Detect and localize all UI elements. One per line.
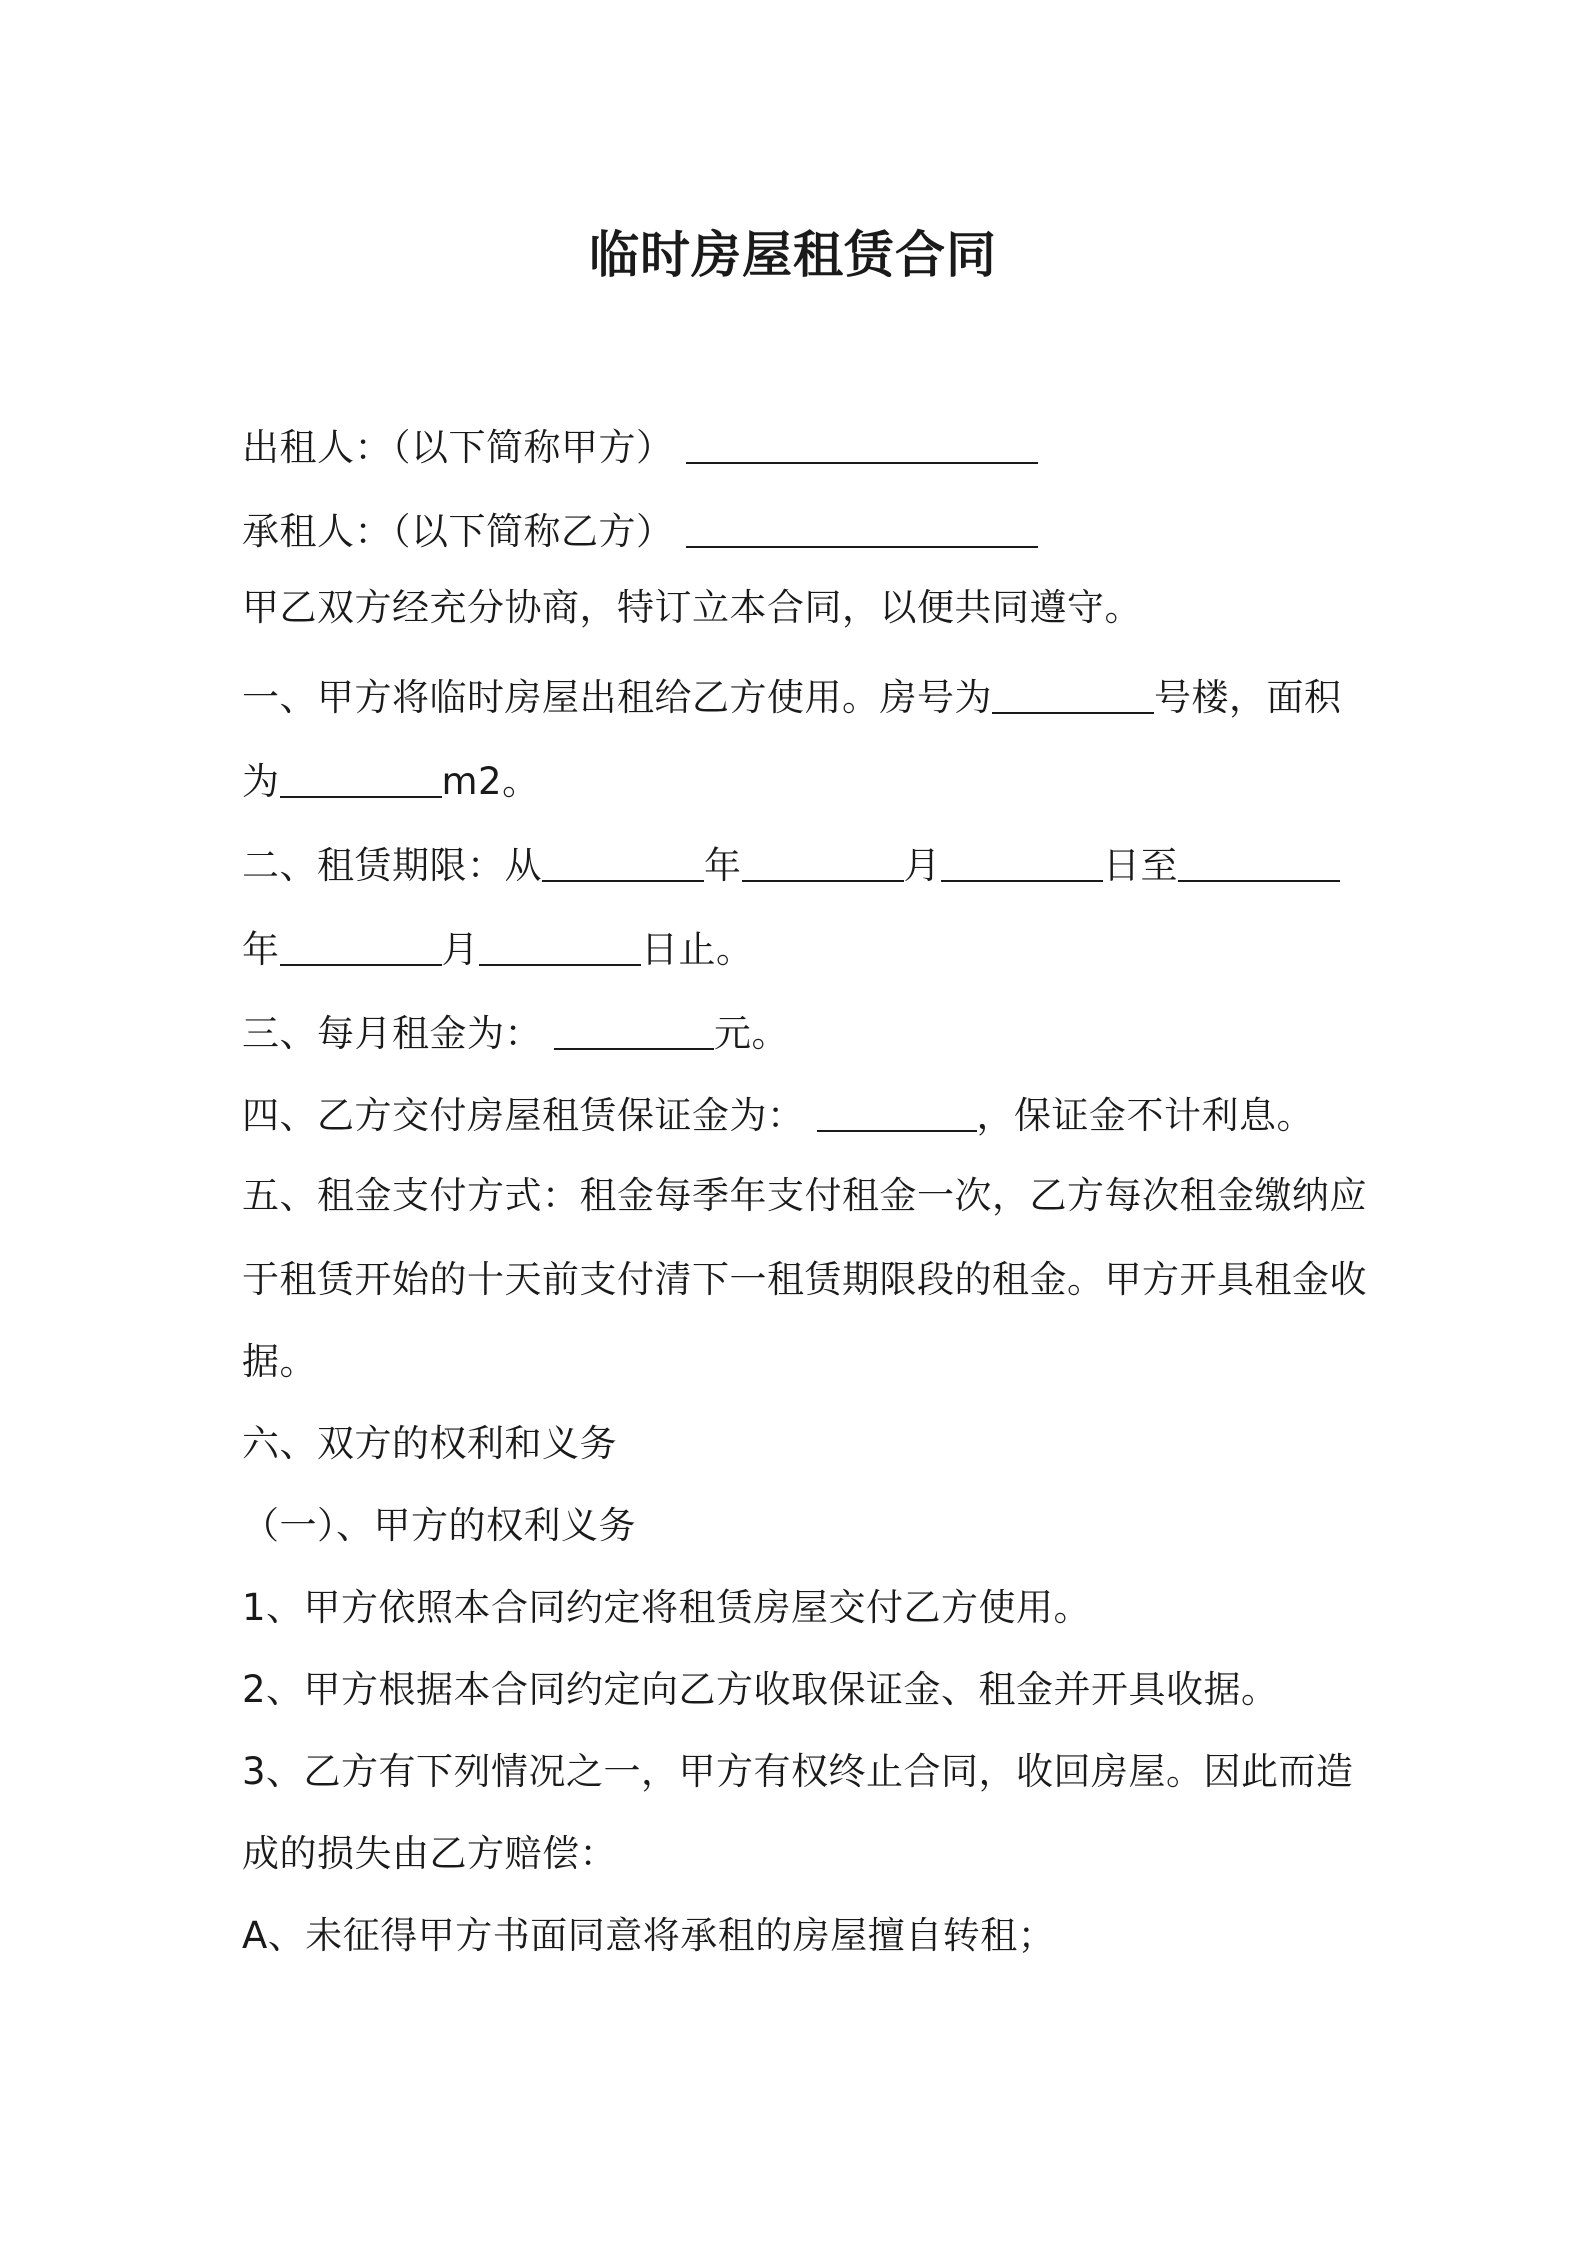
clause-1-line-2 <box>242 751 540 805</box>
clause-2-text-a: 二、租赁期限：从 <box>242 844 542 887</box>
item-2: 2、甲方根据本合同约定向乙方收取保证金、租金并开具收据。 <box>242 1668 1279 1711</box>
item-3-line-2: 成的损失由乙方赔偿： <box>242 1832 617 1875</box>
item-a: A、未征得甲方书面同意将承租的房屋擅自转租； <box>242 1914 1056 1957</box>
item-3-line-1: 3、乙方有下列情况之一，甲方有权终止合同，收回房屋。因此而造 <box>242 1750 1354 1793</box>
lessor-label: 出租人：（以下简称甲方） <box>242 426 674 469</box>
lessor-line <box>242 417 1038 471</box>
clause-2-end: 日止。 <box>641 928 754 971</box>
room-number-blank <box>992 678 1154 714</box>
clause-6-subheading: （一）、甲方的权利义务 <box>242 1504 636 1547</box>
clause-4 <box>242 1085 1314 1139</box>
clause-2-year-2: 年 <box>242 928 280 971</box>
lessee-line <box>242 501 1038 555</box>
end-day-blank <box>479 930 641 966</box>
lessee-label: 承租人：（以下简称乙方） <box>242 510 674 553</box>
deposit-blank <box>817 1096 977 1132</box>
start-month-blank <box>742 846 904 882</box>
clause-5-line-1: 五、租金支付方式：租金每季年支付租金一次，乙方每次租金缴纳应 <box>242 1174 1367 1217</box>
clause-1-line-1 <box>242 667 1342 721</box>
clause-3 <box>242 1003 789 1057</box>
clause-2-day-to: 日至 <box>1103 844 1178 887</box>
clause-3-text-a: 三、每月租金为： <box>242 1012 542 1055</box>
clause-2-line-1 <box>242 835 1340 889</box>
document-title: 临时房屋租赁合同 <box>589 226 997 284</box>
clause-5-line-2: 于租赁开始的十天前支付清下一租赁期限段的租金。甲方开具租金收 <box>242 1258 1367 1301</box>
start-day-blank <box>941 846 1103 882</box>
clause-1-text-c: 为 <box>242 760 280 803</box>
clause-2-month-2: 月 <box>441 928 479 971</box>
end-month-blank <box>280 930 442 966</box>
lessor-blank <box>686 428 1038 464</box>
clause-1-text-a: 一、甲方将临时房屋出租给乙方使用。房号为 <box>242 676 992 719</box>
preamble: 甲乙双方经充分协商，特订立本合同，以便共同遵守。 <box>242 586 1142 629</box>
clause-5-line-3: 据。 <box>242 1340 317 1383</box>
clause-2-line-2 <box>242 919 754 973</box>
clause-2-month: 月 <box>903 844 941 887</box>
clause-4-text-b: ，保证金不计利息。 <box>976 1094 1314 1137</box>
clause-4-text-a: 四、乙方交付房屋租赁保证金为： <box>242 1094 805 1137</box>
lessee-blank <box>686 512 1038 548</box>
monthly-rent-blank <box>554 1014 714 1050</box>
clause-2-year: 年 <box>704 844 742 887</box>
start-year-blank <box>542 846 704 882</box>
item-1: 1、甲方依照本合同约定将租赁房屋交付乙方使用。 <box>242 1586 1092 1629</box>
clause-1-text-b: 号楼，面积 <box>1154 676 1342 719</box>
area-blank <box>280 762 442 798</box>
clause-6-heading: 六、双方的权利和义务 <box>242 1422 617 1465</box>
clause-1-text-d: m2。 <box>441 760 540 803</box>
end-year-blank <box>1178 846 1340 882</box>
clause-3-text-b: 元。 <box>714 1012 789 1055</box>
